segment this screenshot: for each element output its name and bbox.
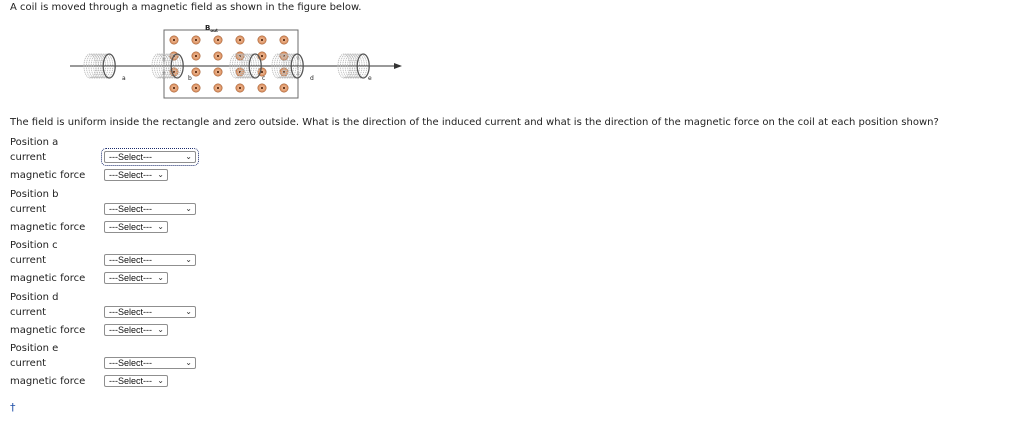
field-out-dot-center [217, 71, 219, 73]
force-label: magnetic force [10, 325, 86, 336]
chevron-down-icon: ⌄ [157, 273, 164, 282]
current-select[interactable] [104, 357, 196, 369]
current-label: current [10, 255, 47, 266]
current-select[interactable] [104, 254, 196, 266]
force-label: magnetic force [10, 376, 86, 387]
chevron-down-icon: ⌄ [157, 325, 164, 334]
current-select[interactable] [104, 203, 196, 215]
force-label: magnetic force [10, 222, 86, 233]
position-heading: Position a [10, 137, 59, 148]
arrow-head [394, 63, 402, 69]
question-text: The field is uniform inside the rectangle and zero outside. What is the direction of the induced current and what is the direction of the magnetic force on the coil at each position shown? [10, 117, 939, 128]
magnetic-force-select[interactable] [104, 375, 168, 387]
coil-field-figure [66, 22, 410, 104]
force-label: magnetic force [10, 273, 86, 284]
field-out-dot-center [173, 87, 175, 89]
select-value: ---Select--- [109, 255, 152, 265]
field-out-dot-center [283, 87, 285, 89]
chevron-down-icon: ⌄ [185, 152, 192, 161]
position-label-c: c [262, 75, 266, 82]
position-label-b: b [188, 75, 192, 82]
position-heading: Position d [10, 292, 59, 303]
field-out-dot-center [283, 39, 285, 41]
position-label-e: e [368, 75, 372, 82]
chevron-down-icon: ⌄ [157, 376, 164, 385]
field-out-dot-center [261, 87, 263, 89]
position-heading: Position c [10, 240, 58, 251]
field-out-dot-center [195, 87, 197, 89]
current-select[interactable] [104, 151, 196, 163]
field-out-dot-center [217, 39, 219, 41]
current-label: current [10, 204, 47, 215]
select-value: ---Select--- [109, 152, 152, 162]
chevron-down-icon: ⌄ [157, 222, 164, 231]
select-value: ---Select--- [109, 307, 152, 317]
select-value: ---Select--- [109, 222, 152, 232]
field-out-dot-center [239, 87, 241, 89]
field-out-dot-center [261, 39, 263, 41]
chevron-down-icon: ⌄ [185, 204, 192, 213]
position-heading: Position e [10, 343, 59, 354]
position-label-a: a [122, 75, 126, 82]
magnetic-force-select[interactable] [104, 169, 168, 181]
position-label-d: d [310, 75, 314, 82]
select-value: ---Select--- [109, 325, 152, 335]
select-value: ---Select--- [109, 273, 152, 283]
chevron-down-icon: ⌄ [185, 255, 192, 264]
select-value: ---Select--- [109, 170, 152, 180]
chevron-down-icon: ⌄ [185, 307, 192, 316]
field-out-dot-center [239, 39, 241, 41]
current-select[interactable] [104, 306, 196, 318]
position-heading: Position b [10, 189, 59, 200]
select-value: ---Select--- [109, 376, 152, 386]
field-region [164, 30, 298, 98]
magnetic-force-select[interactable] [104, 272, 168, 284]
field-out-dot-center [217, 55, 219, 57]
current-label: current [10, 358, 47, 369]
force-label: magnetic force [10, 170, 86, 181]
current-label: current [10, 152, 47, 163]
chevron-down-icon: ⌄ [157, 170, 164, 179]
field-label: $B_{out}$ [205, 24, 218, 33]
field-dots [170, 36, 288, 92]
intro-text: A coil is moved through a magnetic field as shown in the figure below. [10, 2, 362, 13]
field-out-dot-center [261, 55, 263, 57]
select-value: ---Select--- [109, 358, 152, 368]
magnetic-force-select[interactable] [104, 324, 168, 336]
field-out-dot-center [195, 55, 197, 57]
chevron-down-icon: ⌄ [185, 358, 192, 367]
select-value: ---Select--- [109, 204, 152, 214]
footnote-dagger[interactable]: † [10, 401, 16, 414]
field-out-dot-center [195, 71, 197, 73]
magnetic-force-select[interactable] [104, 221, 168, 233]
current-label: current [10, 307, 47, 318]
field-out-dot-center [173, 39, 175, 41]
field-out-dot-center [195, 39, 197, 41]
field-out-dot-center [217, 87, 219, 89]
